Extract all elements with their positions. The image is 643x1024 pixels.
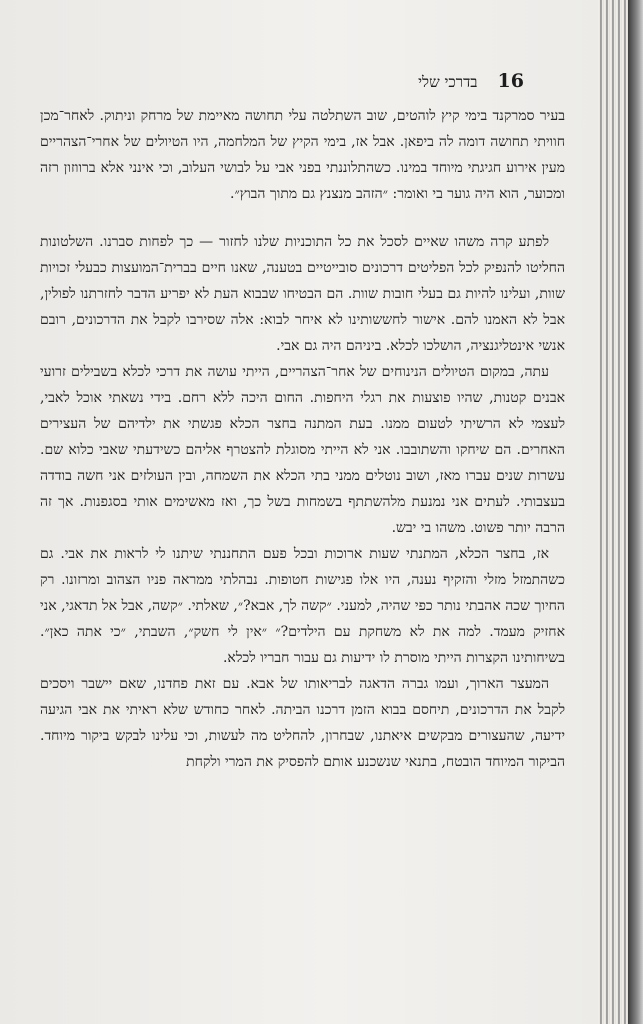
book-edge-shadow [628, 0, 643, 1024]
body-text [40, 103, 565, 775]
paragraph: לפתע קרה משהו שאיים לסכל את כל התוכניות שלנו לחזור — כך לפחות סברנו. השלטונות החליטו להנפיק לכל הפליטים דרכונים סובייטיים בטענה, שאנו חיים בברית־המועצות כבעלי זכויות שוות, ועלינו להיות גם בעלי חובות שוות. הם הבטיחו שבבוא העת לא יפריע הדבר לחזרתנו לפולין, אבל לא האמנו להם. אישור לחששותינו לא איחר לבוא: אלה שסירבו לקבל את הדרכונים, רובם אנשי אינטליגנציה, הושלכו לכלא. ביניהם היה גם אבי. [40, 234, 565, 354]
page-header [44, 70, 524, 100]
paragraph: אז, בחצר הכלא, המתנתי שעות ארוכות ובכל פעם התחננתי שיתנו לי לראות את אבי. גם כשהתמזל מזלי והזקיף נענה, היו אלו פגישות חטופות. נבהלתי ממראה פניו הצהוב ומרזונו. רק החיוך שכה אהבתי נותר כפי שהיה, למעני. ״קשה לך, אבא?״, שאלתי. ״קשה, אבל אל תדאגי, אני אחזיק מעמד. למה את לא משחקת עם הילדים?״ ״אין לי חשק״, השבתי, ״כי אתה כאן״. בשיחותינו הקצרות הייתי מוסרת לו ידיעות גם עבור חבריו לכלא. [40, 546, 565, 666]
paragraph: עתה, במקום הטיולים הנינוחים של אחר־הצהריים, הייתי עושה את דרכי לכלא בשבילים זרועי אבנים קטנות, שהיו פוצעות את רגלי היחפות. החום היכה ללא רחם. בידי נשאתי אוכל לאבי, לעצמי לא הרשיתי לטעום ממנו. בעת המתנה בחצר הכלא פגשתי את ילדיהם של העצירים האחרים. הם שיחקו והשתובבו. אני לא הייתי מסוגלת להצטרף אליהם כשידעתי שאבי כלוא שם. עשרות שנים עברו מאז, ושוב נוטלים ממני בתי הכלא את השמחה, ובין העולזים אני חשה בודדה בעצבותי. לעתים אני נמנעת מלהשתתף בשמחות בשל כך, ואז מאשימים אותי בסגפנות. אך זה הרבה יותר פשוט. משהו בי יבש. [40, 364, 565, 536]
running-head: בדרכי שלי [418, 73, 478, 91]
page-number: 16 [497, 70, 524, 92]
paragraph: בעיר סמרקנד בימי קיץ לוהטים, שוב השתלטה עלי תחושה מאיימת של מרחק וניתוק. לאחר־מכן חוויתי תחושה דומה לה ביפאן. אבל אז, בימי הקיץ של המלחמה, היו הטיולים של אחרי־הצהריים מעין אירוע חגיגתי מיוחד במינו. כשהתלוננתי בפני אבי על לבושי העלוב, וכי אינני אלא ברווזון רזה ומכוער, הוא היה גוער בי ואומר: ״הזהב מנצנץ גם מתוך הבוץ״. [40, 108, 565, 202]
paragraph: המעצר הארוך, ועמו גברה הדאגה לבריאותו של אבא. עם זאת פחדנו, שאם יישבר ויסכים לקבל את הדרכונים, תיחסם בבוא הזמן דרכנו הביתה. לאחר כחודש שלא ראיתי את אבי הגיעה ידיעה, שהעצורים מבקשים איאתנו, שבחרון, להחליט מה לעשות, וכי עלינו לבקש ביקור מיוחד. הביקור המיוחד הובטח, בתנאי שנשכנע אותם להפסיק את המרי ולקחת [40, 676, 565, 770]
